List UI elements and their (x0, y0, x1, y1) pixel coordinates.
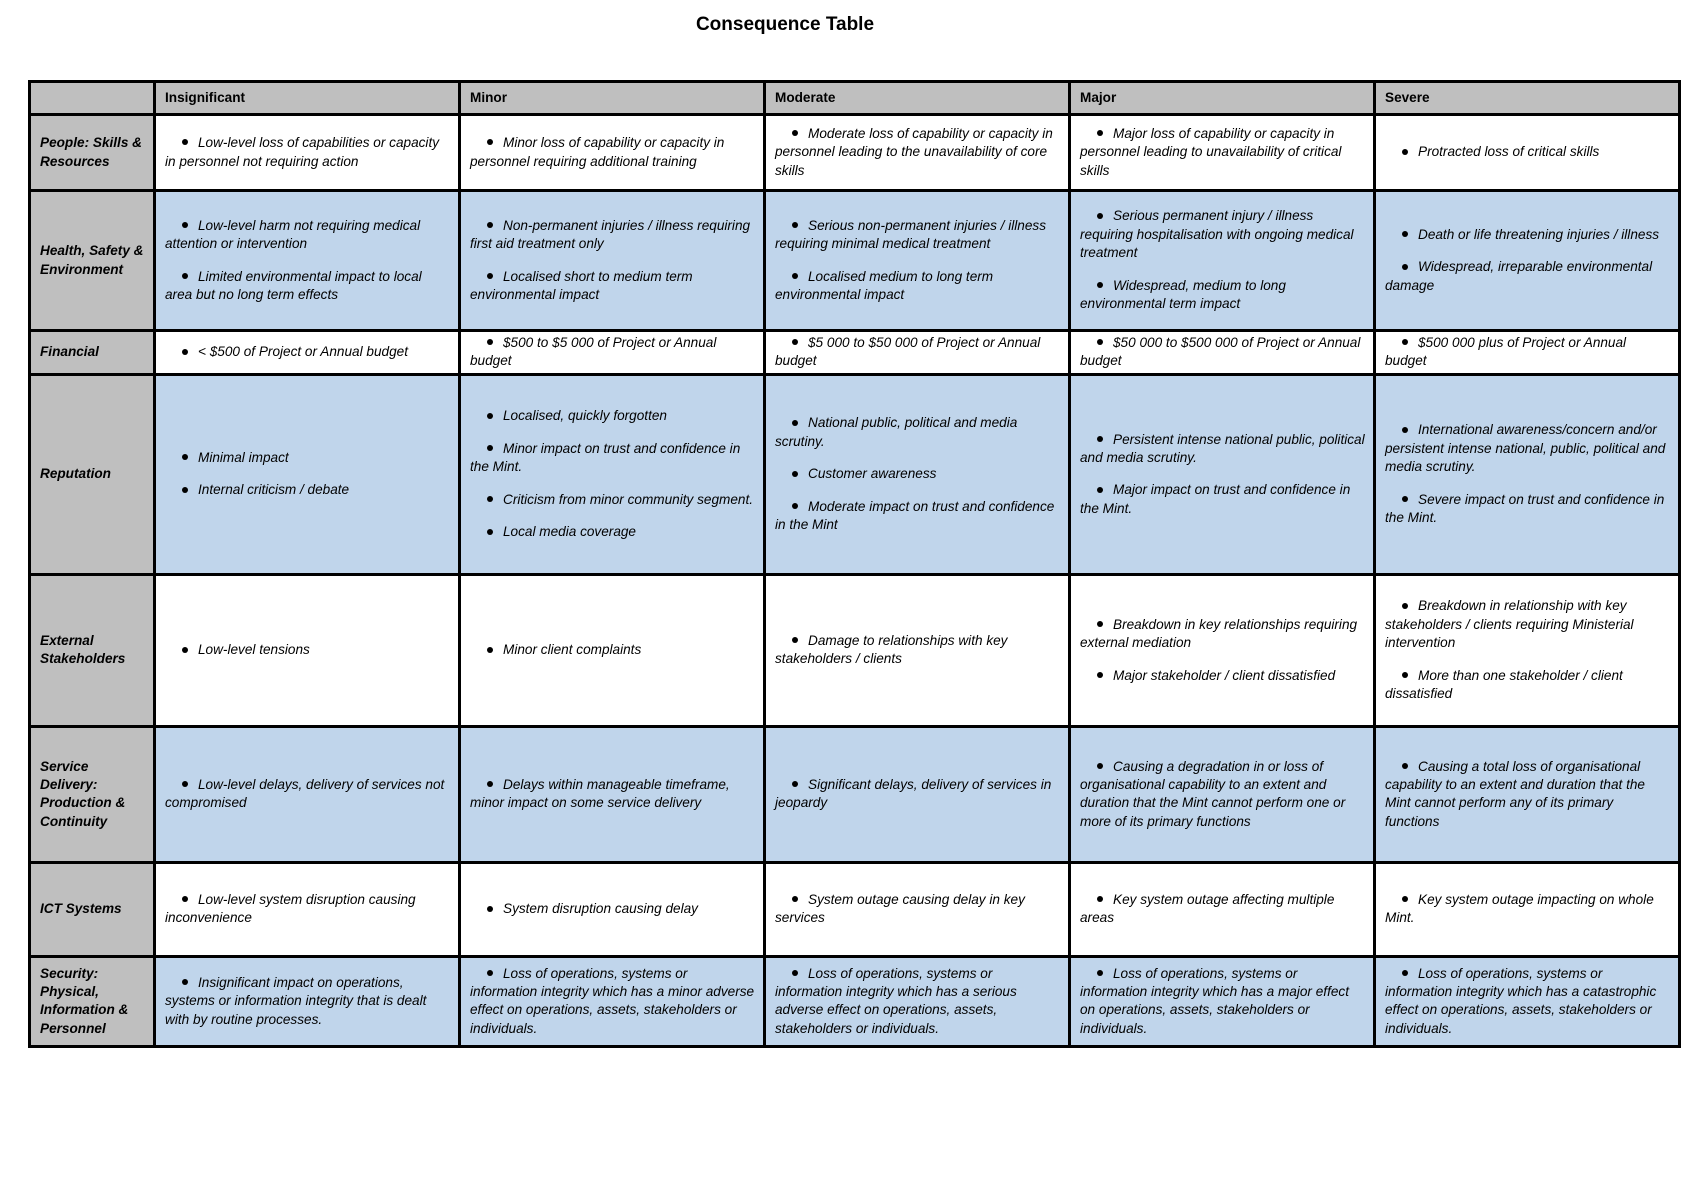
bullet-icon (792, 222, 798, 228)
consequence-cell (460, 574, 765, 726)
bullet-text: Serious non-permanent injuries / illness requiring minimal medical treatment (775, 217, 1047, 252)
bullet-item (1385, 758, 1670, 832)
consequence-cell (460, 331, 765, 375)
bullet-text: Loss of operations, systems or information integrity which has a minor adverse effect on operations, assets, stakeholders or individuals. (470, 965, 755, 1036)
bullet-text: System disruption causing delay (503, 901, 698, 917)
bullet-text: Low-level tensions (198, 642, 310, 658)
bullet-item (1385, 597, 1670, 652)
consequence-cell (1375, 726, 1680, 862)
consequence-cell (155, 574, 460, 726)
consequence-cell (1070, 574, 1375, 726)
corner-cell (30, 82, 155, 115)
bullet-icon (792, 970, 798, 976)
column-header-severe: Severe (1375, 82, 1680, 115)
bullet-icon (792, 781, 798, 787)
table-row (30, 726, 1680, 862)
bullet-item (775, 465, 1060, 483)
bullet-text: $500 000 plus of Project or Annual budget (1385, 335, 1627, 369)
bullet-icon (182, 896, 188, 902)
bullet-item (775, 217, 1060, 254)
bullet-icon (1402, 231, 1408, 237)
row-label: Service Delivery: Production & Continuity (30, 726, 155, 862)
bullet-icon (1097, 339, 1103, 345)
bullet-icon (182, 139, 188, 145)
bullet-item (775, 334, 1060, 371)
bullet-icon (1402, 264, 1408, 270)
bullet-text: Localised, quickly forgotten (503, 408, 667, 424)
bullet-item (470, 334, 755, 371)
bullet-text: Non-permanent injuries / illness requiring first aid treatment only (470, 217, 751, 252)
table-row (30, 862, 1680, 956)
bullet-item (1385, 334, 1670, 371)
bullet-icon (792, 339, 798, 345)
consequence-cell (1070, 191, 1375, 331)
bullet-item (1080, 207, 1365, 262)
row-label: Health, Safety & Environment (30, 191, 155, 331)
consequence-cell (155, 331, 460, 375)
bullet-item (165, 343, 450, 361)
bullet-text: Low-level harm not requiring medical attention or intervention (165, 217, 421, 252)
bullet-icon (487, 906, 493, 912)
bullet-text: Protracted loss of critical skills (1418, 144, 1600, 160)
bullet-item (1080, 481, 1365, 518)
consequence-cell (155, 726, 460, 862)
bullet-text: Low-level loss of capabilities or capacity in personnel not requiring action (165, 135, 440, 169)
consequence-cell (155, 862, 460, 956)
bullet-item (1080, 277, 1365, 314)
bullet-text: $500 to $5 000 of Project or Annual budget (470, 335, 717, 369)
column-header-moderate: Moderate (765, 82, 1070, 115)
table-row (30, 956, 1680, 1046)
bullet-text: Minimal impact (198, 449, 289, 465)
bullet-text: Delays within manageable timeframe, minor impact on some service delivery (470, 776, 730, 811)
consequence-cell (460, 374, 765, 574)
bullet-icon (1097, 621, 1103, 627)
bullet-text: Limited environmental impact to local area but no long term effects (165, 268, 422, 302)
column-header-minor: Minor (460, 82, 765, 115)
row-label: Reputation (30, 374, 155, 574)
bullet-text: Customer awareness (808, 466, 937, 482)
bullet-text: < $500 of Project or Annual budget (198, 344, 408, 360)
bullet-item (1385, 891, 1670, 928)
bullet-text: Causing a total loss of organisational capability to an extent and duration that the Mint cannot perform any of its primary functions (1385, 758, 1645, 829)
bullet-item (1080, 616, 1365, 653)
row-label: Financial (30, 331, 155, 375)
bullet-item (1385, 965, 1670, 1039)
bullet-item (775, 776, 1060, 813)
bullet-text: Causing a degradation in or loss of organisational capability to an extent and duration that the Mint cannot perform one or more of its primary functions (1080, 758, 1346, 829)
bullet-icon (1402, 672, 1408, 678)
bullet-item (165, 974, 450, 1029)
bullet-item (775, 891, 1060, 928)
bullet-icon (182, 647, 188, 653)
bullet-text: Damage to relationships with key stakeholders / clients (775, 632, 1008, 667)
bullet-text: $50 000 to $500 000 of Project or Annual budget (1080, 335, 1361, 369)
bullet-icon (1097, 487, 1103, 493)
table-row (30, 191, 1680, 331)
bullet-item (165, 217, 450, 254)
bullet-item (775, 125, 1060, 180)
consequence-cell (765, 862, 1070, 956)
bullet-text: Minor client complaints (503, 642, 642, 658)
table-row (30, 574, 1680, 726)
consequence-cell (1070, 115, 1375, 191)
bullet-item (470, 440, 755, 477)
bullet-text: More than one stakeholder / client dissatisfied (1385, 667, 1623, 702)
bullet-icon (1402, 763, 1408, 769)
bullet-item (775, 632, 1060, 669)
table-row (30, 374, 1680, 574)
bullet-text: Low-level delays, delivery of services not compromised (165, 776, 445, 811)
consequence-cell (1070, 956, 1375, 1046)
bullet-item (1080, 667, 1365, 685)
bullet-icon (487, 413, 493, 419)
consequence-cell (765, 331, 1070, 375)
bullet-item (1385, 667, 1670, 704)
bullet-icon (1097, 213, 1103, 219)
bullet-text: Low-level system disruption causing inconvenience (165, 891, 416, 926)
bullet-icon (1402, 427, 1408, 433)
bullet-item (165, 449, 450, 467)
bullet-icon (792, 637, 798, 643)
bullet-item (470, 491, 755, 509)
column-header-insignificant: Insignificant (155, 82, 460, 115)
bullet-item (1080, 125, 1365, 180)
row-label: ICT Systems (30, 862, 155, 956)
consequence-cell (765, 374, 1070, 574)
bullet-item (1385, 226, 1670, 244)
bullet-icon (1097, 672, 1103, 678)
consequence-cell (1070, 331, 1375, 375)
bullet-text: Major impact on trust and confidence in the Mint. (1080, 482, 1351, 516)
bullet-text: Death or life threatening injuries / illness (1418, 226, 1660, 242)
bullet-icon (1402, 339, 1408, 345)
consequence-cell (1375, 191, 1680, 331)
consequence-cell (155, 374, 460, 574)
bullet-icon (487, 647, 493, 653)
bullet-text: Widespread, irreparable environmental damage (1385, 259, 1653, 293)
bullet-item (470, 641, 755, 659)
consequence-cell (460, 862, 765, 956)
bullet-item (1080, 431, 1365, 468)
consequence-cell (155, 956, 460, 1046)
bullet-text: Insignificant impact on operations, systems or information integrity that is dealt with by routine processes. (165, 974, 427, 1027)
bullet-item (1080, 334, 1365, 371)
bullet-icon (792, 471, 798, 477)
bullet-text: Loss of operations, systems or information integrity which has a serious adverse effect on operations, assets, stakeholders or individuals. (775, 965, 1017, 1036)
bullet-icon (487, 222, 493, 228)
consequence-cell (155, 191, 460, 331)
bullet-icon (487, 139, 493, 145)
bullet-item (1385, 258, 1670, 295)
consequence-cell (460, 956, 765, 1046)
bullet-text: Minor impact on trust and confidence in the Mint. (470, 440, 741, 475)
bullet-icon (1097, 436, 1103, 442)
bullet-text: Major loss of capability or capacity in personnel leading to unavailability of critical skills (1080, 125, 1342, 178)
bullet-item (165, 134, 450, 171)
bullet-text: Moderate loss of capability or capacity in personnel leading to the unavailability of core skills (775, 125, 1053, 178)
consequence-cell (460, 115, 765, 191)
bullet-text: Internal criticism / debate (198, 482, 350, 498)
bullet-item (775, 268, 1060, 305)
bullet-item (470, 965, 755, 1039)
bullet-icon (1097, 896, 1103, 902)
consequence-cell (1070, 862, 1375, 956)
bullet-icon (1402, 149, 1408, 155)
bullet-text: Key system outage impacting on whole Mint. (1385, 891, 1654, 926)
bullet-icon (1402, 496, 1408, 502)
consequence-cell (765, 574, 1070, 726)
bullet-text: Persistent intense national public, political and media scrutiny. (1080, 431, 1365, 465)
bullet-icon (182, 979, 188, 985)
bullet-icon (1097, 282, 1103, 288)
bullet-text: Widespread, medium to long environmental term impact (1080, 277, 1286, 312)
bullet-icon (1402, 970, 1408, 976)
consequence-cell (765, 726, 1070, 862)
bullet-item (1385, 421, 1670, 476)
header-row (30, 82, 1680, 115)
bullet-text: Breakdown in relationship with key stakeholders / clients requiring Ministerial intervention (1385, 598, 1634, 651)
consequence-table (28, 80, 1681, 1048)
bullet-item (1080, 965, 1365, 1039)
bullet-item (1385, 143, 1670, 161)
bullet-icon (792, 896, 798, 902)
consequence-cell (460, 191, 765, 331)
bullet-icon (487, 339, 493, 345)
consequence-cell (1375, 374, 1680, 574)
bullet-text: Loss of operations, systems or information integrity which has a major effect on operations, assets, stakeholders or individuals. (1080, 965, 1349, 1036)
row-label: External Stakeholders (30, 574, 155, 726)
bullet-item (1385, 491, 1670, 528)
bullet-text: System outage causing delay in key services (775, 891, 1025, 926)
bullet-text: Key system outage affecting multiple areas (1080, 891, 1335, 926)
bullet-text: Severe impact on trust and confidence in the Mint. (1385, 491, 1665, 526)
bullet-icon (1402, 896, 1408, 902)
bullet-text: Loss of operations, systems or information integrity which has a catastrophic effect on operations, assets, stakeholders or individuals. (1385, 965, 1657, 1036)
bullet-icon (182, 454, 188, 460)
bullet-text: $5 000 to $50 000 of Project or Annual budget (775, 335, 1041, 369)
bullet-text: National public, political and media scrutiny. (775, 415, 1018, 449)
table-row (30, 115, 1680, 191)
bullet-text: Breakdown in key relationships requiring external mediation (1080, 616, 1358, 651)
bullet-item (470, 268, 755, 305)
bullet-item (165, 641, 450, 659)
bullet-text: Localised short to medium term environmental impact (470, 268, 693, 302)
bullet-item (165, 481, 450, 499)
bullet-icon (1097, 970, 1103, 976)
bullet-item (775, 965, 1060, 1039)
bullet-text: Significant delays, delivery of services in jeopardy (775, 776, 1052, 811)
bullet-text: International awareness/concern and/or persistent intense national, public, political and media scrutiny. (1385, 422, 1666, 475)
bullet-text: Criticism from minor community segment. (503, 491, 754, 507)
column-header-major: Major (1070, 82, 1375, 115)
consequence-cell (1375, 115, 1680, 191)
bullet-item (775, 498, 1060, 535)
consequence-cell (765, 191, 1070, 331)
bullet-item (470, 523, 755, 541)
bullet-item (165, 268, 450, 305)
bullet-item (470, 900, 755, 918)
bullet-icon (487, 970, 493, 976)
bullet-item (1080, 891, 1365, 928)
bullet-text: Minor loss of capability or capacity in personnel requiring additional training (470, 135, 725, 169)
bullet-item (470, 776, 755, 813)
bullet-text: Local media coverage (503, 524, 636, 540)
bullet-item (165, 776, 450, 813)
bullet-icon (1097, 130, 1103, 136)
bullet-text: Serious permanent injury / illness requiring hospitalisation with ongoing medical treatment (1080, 208, 1354, 261)
consequence-cell (460, 726, 765, 862)
row-label: Security: Physical, Information & Personnel (30, 956, 155, 1046)
consequence-cell (1375, 574, 1680, 726)
page-title: Consequence Table (695, 14, 875, 35)
row-label: People: Skills & Resources (30, 115, 155, 191)
bullet-text: Moderate impact on trust and confidence in the Mint (775, 498, 1055, 533)
bullet-icon (182, 781, 188, 787)
consequence-cell (1070, 726, 1375, 862)
bullet-icon (182, 222, 188, 228)
consequence-cell (1375, 956, 1680, 1046)
table-row (30, 331, 1680, 375)
consequence-cell (1375, 331, 1680, 375)
bullet-icon (487, 781, 493, 787)
bullet-icon (487, 273, 493, 279)
bullet-icon (182, 487, 188, 493)
bullet-text: Localised medium to long term environmental impact (775, 268, 994, 302)
bullet-item (470, 407, 755, 425)
bullet-item (1080, 758, 1365, 832)
bullet-icon (182, 273, 188, 279)
bullet-item (470, 217, 755, 254)
bullet-icon (1402, 603, 1408, 609)
bullet-icon (792, 420, 798, 426)
bullet-icon (792, 273, 798, 279)
bullet-text: Major stakeholder / client dissatisfied (1113, 667, 1336, 683)
bullet-item (775, 414, 1060, 451)
bullet-icon (1097, 763, 1103, 769)
consequence-cell (1070, 374, 1375, 574)
bullet-icon (792, 503, 798, 509)
consequence-cell (765, 115, 1070, 191)
bullet-icon (487, 496, 493, 502)
bullet-item (470, 134, 755, 171)
bullet-icon (487, 445, 493, 451)
bullet-icon (487, 529, 493, 535)
consequence-cell (765, 956, 1070, 1046)
bullet-icon (792, 130, 798, 136)
bullet-icon (182, 349, 188, 355)
consequence-cell (1375, 862, 1680, 956)
consequence-cell (155, 115, 460, 191)
bullet-item (165, 891, 450, 928)
